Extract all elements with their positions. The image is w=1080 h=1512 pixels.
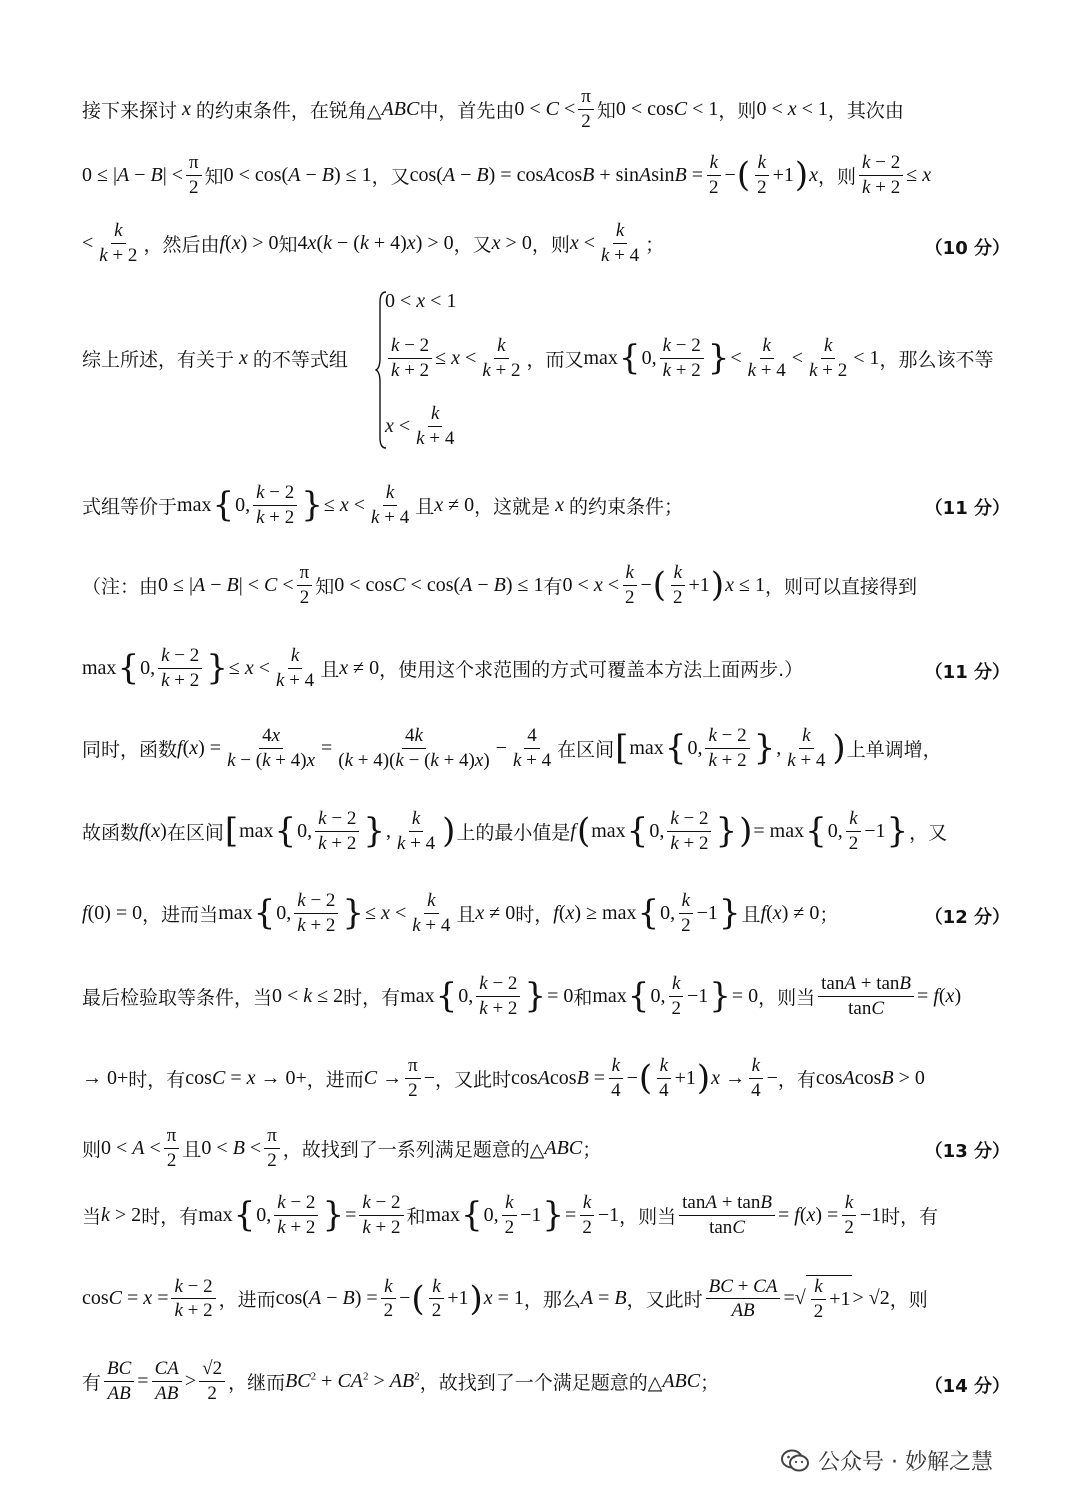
fraction: $\frac{BC}{AB}$ bbox=[104, 1358, 134, 1405]
text: 知 bbox=[596, 99, 616, 122]
text: 且 bbox=[320, 658, 340, 681]
fraction: $\frac{\tan A + \tan B}{\tan C}$ bbox=[818, 973, 914, 1020]
math: f(0) = 0 bbox=[82, 901, 143, 924]
text: ，而又 bbox=[526, 348, 584, 371]
math: f(x) > 0 bbox=[219, 231, 279, 254]
score-label: （10 分） bbox=[924, 238, 1010, 259]
text: ，又 bbox=[371, 165, 410, 188]
text: ，那么该不等 bbox=[879, 348, 994, 371]
fraction: $\frac{k - 2}{k + 2}$ bbox=[705, 725, 749, 772]
text: 接下来探讨 bbox=[82, 99, 178, 122]
math: 0 ≤ |A − B| < bbox=[82, 163, 183, 186]
text: ； bbox=[582, 1138, 602, 1161]
paragraph-line-6: （注：由 0 ≤ |A − B| < C < $\frac{\pi}{2}$ 知 0 < cosC < cos(A − B) ≤ 1 有 0 < x < $\frac{k}{2}$ − ( $\frac{k}{2}$ +1 ) x ≤ 1 ，则可以直接得到 bbox=[82, 562, 917, 608]
math: x bbox=[177, 97, 196, 120]
score-label: （11 分） bbox=[924, 498, 1010, 519]
math: ≤ x bbox=[906, 163, 932, 186]
text: 且 bbox=[182, 1138, 202, 1161]
math: 0 < x < 1 bbox=[385, 290, 457, 312]
math: +1 bbox=[772, 163, 794, 186]
text: 和 bbox=[573, 986, 593, 1009]
paragraph-line-3 bbox=[82, 220, 1010, 267]
math: max bbox=[82, 656, 117, 679]
fraction: $\frac{\pi}{2}$ bbox=[405, 1055, 421, 1102]
paragraph-line-11: 最后检验取等条件，当 0 < k ≤ 2 时，有 max { 0, $\frac{k - 2}{k + 2}$ } = 0 和 max { 0, $\frac{k}{2}$ −1 } = 0 ，则当 $\frac{\tan A + \tan B}{\tan C}$ = f(x) bbox=[82, 973, 962, 1019]
paragraph-line-8: 同时，函数 f(x) = $\frac{4x}{k - (k + 4)x}$ = $\frac{4k}{(k + 4)(k - (k + 4)x)}$ − $\frac{4}{k + 4}$ 在区间 [ max { 0, $\frac{k - 2}{k + 2}$ } , $\frac{k}{k + 4}$ ) 上单调增， bbox=[82, 725, 942, 771]
text: ，又此时 bbox=[626, 1289, 703, 1312]
text: 和 bbox=[406, 1205, 426, 1228]
math: x bbox=[234, 347, 253, 369]
text: ，这就是 bbox=[474, 495, 551, 518]
fraction: $\frac{k - 2}{k + 2}$ bbox=[359, 1192, 403, 1239]
text: ，进而当 bbox=[142, 903, 219, 926]
math: 0 < x < bbox=[562, 573, 619, 596]
text: 的约束条件，在锐角△ bbox=[195, 99, 382, 122]
fraction: $\frac{k}{4}$ bbox=[748, 1055, 764, 1102]
math: 0 < cos(A − B) ≤ 1 bbox=[223, 163, 372, 186]
paragraph-line-2: 0 ≤ |A − B| < $\frac{\pi}{2}$ 知 0 < cos(A − B) ≤ 1 ，又 cos(A − B) = cosAcosB + sinAsinB = $\frac{k}{2}$ − ( $\frac{k}{2}$ +1 ) x ，则 $\frac{k - 2}{k + 2}$ ≤ x bbox=[82, 152, 932, 198]
fraction: $\frac{\pi}{2}$ bbox=[297, 562, 313, 609]
score-label: （13 分） bbox=[924, 1141, 1010, 1162]
math: ABC bbox=[381, 97, 420, 120]
fraction: $\frac{4x}{k - (k + 4)x}$ bbox=[227, 725, 315, 771]
text: 故函数 bbox=[82, 821, 140, 844]
fraction: $\frac{4k}{(k + 4)(k - (k + 4)x)}$ bbox=[338, 725, 490, 771]
text: ； bbox=[700, 1371, 720, 1394]
fraction: $\frac{k}{2}$ bbox=[706, 152, 722, 199]
text: 综上所述，有关于 bbox=[82, 349, 235, 371]
fraction: $\frac{k}{k + 4}$ bbox=[787, 725, 826, 771]
text: 式组等价于 bbox=[82, 495, 178, 518]
fraction: $\frac{\pi}{2}$ bbox=[164, 1125, 180, 1172]
fraction: $\frac{k - 2}{k + 2}$ bbox=[171, 1276, 215, 1323]
paragraph-line-13: 则 0 < A < $\frac{\pi}{2}$ 且 0 < B < $\frac{\pi}{2}$ ，故找到了一系列满足题意的△ ABC ； bbox=[82, 1125, 602, 1171]
text: 当 bbox=[82, 1205, 102, 1228]
math: cos(A − B) = cosAcosB + sinAsinB = bbox=[409, 163, 704, 186]
text: 且 bbox=[415, 495, 435, 518]
fraction: $\frac{k}{2}$ bbox=[579, 1192, 595, 1239]
text: 时，有 bbox=[141, 1205, 199, 1228]
paragraph-line-4 bbox=[82, 345, 348, 372]
fraction: $\frac{k - 2}{k + 2}$ bbox=[476, 973, 520, 1020]
math: f(x) bbox=[139, 819, 167, 842]
paragraph-line-1 bbox=[82, 86, 1010, 133]
text: 上的最小值是 bbox=[456, 821, 571, 844]
fraction: $\frac{k}{2}$ bbox=[754, 152, 770, 199]
score-label: （14 分） bbox=[924, 1376, 1010, 1397]
text: ，故找到了一系列满足题意的△ bbox=[282, 1138, 545, 1161]
fraction: $\frac{k - 2}{k + 2}$ bbox=[859, 152, 903, 199]
text: ，继而 bbox=[228, 1371, 286, 1394]
text: ，则 bbox=[889, 1289, 928, 1312]
text: 时，有 bbox=[881, 1205, 939, 1228]
fraction: $\frac{BC + CA}{AB}$ bbox=[706, 1276, 781, 1323]
text: 且 bbox=[456, 903, 476, 926]
score-label: （11 分） bbox=[924, 662, 1010, 683]
math: 4x(k − (k + 4)x) > 0 bbox=[297, 231, 454, 254]
math: x bbox=[809, 163, 819, 186]
paragraph-line-5: 式组等价于 max { 0, $\frac{k - 2}{k + 2}$ } ≤ x < $\frac{k}{k + 4}$ 且 x ≠ 0 ，这就是 x 的约束条件； bbox=[82, 482, 684, 528]
text: ，进而 bbox=[218, 1289, 276, 1312]
math: x < $\frac{k}{k + 4}$ bbox=[385, 403, 455, 450]
fraction: $\frac{k}{2}$ bbox=[429, 1276, 445, 1323]
text: 时， bbox=[515, 903, 554, 926]
text: 最后检验取等条件，当 bbox=[82, 986, 273, 1009]
math: f(x) = bbox=[177, 736, 222, 759]
math: max bbox=[177, 493, 212, 516]
text: ，又此时 bbox=[435, 1068, 512, 1091]
fraction: $\frac{\pi}{2}$ bbox=[578, 86, 594, 133]
text: 知 bbox=[315, 575, 335, 598]
fraction: $\frac{k}{2}$ bbox=[381, 1276, 397, 1323]
math: − bbox=[724, 163, 736, 186]
text: ； bbox=[645, 233, 665, 256]
fraction: $\frac{\pi}{2}$ bbox=[186, 152, 202, 199]
paragraph-line-10: f(0) = 0 ，进而当 max { 0, $\frac{k - 2}{k + 2}$ } ≤ x < $\frac{k}{k + 4}$ 且 x ≠ 0 时， f(x) ≥ max { 0, $\frac{k}{2}$ −1 } 且 f(x) ≠ 0 ； bbox=[82, 890, 839, 936]
text: ，使用这个求范围的方式可覆盖本方法上面两步.） bbox=[379, 658, 804, 681]
math: ≤ x < bbox=[228, 656, 271, 679]
paragraph-line-15: cosC = x = $\frac{k - 2}{k + 2}$ ，进而 cos(A − B) = $\frac{k}{2}$ − ( $\frac{k}{2}$ +1 ) x = 1 ，那么 A = B ，又此时 $\frac{BC + CA}{AB}$ = √ $\frac{k}{2}$ +1 > √2 ，则 bbox=[82, 1275, 928, 1322]
fraction: $\frac{k}{k + 4}$ bbox=[396, 808, 436, 854]
text: ，则当 bbox=[619, 1205, 677, 1228]
fraction: $\frac{k}{k + 4}$ bbox=[412, 890, 451, 936]
fraction: $\frac{k - 2}{k + 2}$ bbox=[274, 1192, 318, 1239]
text: ，其次由 bbox=[827, 99, 904, 122]
fraction: $\frac{k}{2}$ bbox=[846, 808, 862, 855]
fraction: $\frac{k}{2}$ bbox=[841, 1192, 857, 1239]
text: 有 bbox=[82, 1371, 102, 1394]
text: ，则 bbox=[718, 99, 757, 122]
fraction: $\frac{√2}{2}$ bbox=[199, 1358, 225, 1405]
math: x < bbox=[569, 231, 596, 254]
math: ≤ x < bbox=[323, 493, 366, 516]
text: ，则 bbox=[531, 233, 570, 256]
fraction: $\frac{k}{2}$ bbox=[622, 562, 638, 609]
text: ，则当 bbox=[758, 986, 816, 1009]
math: x ≠ 0 bbox=[339, 656, 380, 679]
fraction: $\frac{k}{k + 4}$ bbox=[371, 482, 410, 528]
paragraph-line-12: → 0+ 时，有 cosC = x → 0+ ，进而 C → $\frac{\pi}{2}$ − ，又此时 cosAcosB = $\frac{k}{4}$ − ( $\frac{k}{4}$ +1 ) x → $\frac{k}{4}$ − ，有 cosAcosB > 0 bbox=[82, 1055, 925, 1101]
fraction: $\frac{CA}{AB}$ bbox=[152, 1358, 182, 1405]
math: < bbox=[82, 231, 94, 254]
text: 时，有 bbox=[343, 986, 401, 1009]
fraction: $\frac{k}{k + 4}$ bbox=[276, 645, 315, 691]
text: ，则可以直接得到 bbox=[764, 575, 917, 598]
paragraph-line-14: 当 k > 2 时，有 max { 0, $\frac{k - 2}{k + 2}$ } = $\frac{k - 2}{k + 2}$ 和 max { 0, $\frac{k}{2}$ −1 } = $\frac{k}{2}$ −1 ，则当 $\frac{\tan A + \tan B}{\tan C}$ = f(x) = $\frac{k}{2}$ −1 时，有 bbox=[82, 1192, 939, 1238]
fraction: $\frac{\tan A + \tan B}{\tan C}$ bbox=[679, 1192, 775, 1239]
math: 0 ≤ |A − B| < C < bbox=[158, 573, 294, 596]
fraction: $\frac{k}{2}$ bbox=[502, 1192, 518, 1239]
fraction: $\frac{k - 2}{k + 2}$ bbox=[294, 890, 338, 937]
math: 0 < cosC < cos(A − B) ≤ 1 bbox=[334, 573, 544, 596]
inequality-system bbox=[385, 290, 994, 450]
fraction: $\frac{k}{2}$ bbox=[668, 973, 684, 1020]
fraction: $\frac{k}{2}$ bbox=[670, 562, 686, 609]
fraction: $\frac{k}{2}$ bbox=[678, 890, 694, 937]
math: $\frac{k - 2}{k + 2}$ ≤ x < $\frac{k}{k + 2}$ ，而又 max { 0, $\frac{k - 2}{k + 2}$ } < $\frac{k}{k + 4}$ < $\frac{k}{k + 2}$ < 1 ，那么该不等 bbox=[385, 335, 994, 382]
fraction: $\frac{k}{4}$ bbox=[608, 1055, 624, 1102]
text: ，故找到了一个满足题意的△ bbox=[419, 1371, 663, 1394]
text: ，然后由 bbox=[143, 233, 220, 256]
text: 的不等式组 bbox=[252, 349, 348, 371]
fraction: $\frac{\pi}{2}$ bbox=[264, 1125, 280, 1172]
fraction: $\frac{k - 2}{k + 2}$ bbox=[315, 808, 359, 855]
fraction: $\frac{k}{4}$ bbox=[656, 1055, 672, 1102]
fraction: $\frac{4}{k + 4}$ bbox=[512, 725, 552, 771]
text: 在区间 bbox=[166, 821, 224, 844]
wechat-icon bbox=[780, 1448, 810, 1474]
text: ，有 bbox=[777, 1068, 816, 1091]
math: x bbox=[550, 493, 569, 516]
account-name: 公众号 · 妙解之慧 bbox=[818, 1450, 993, 1475]
text: 上单调增， bbox=[846, 738, 942, 761]
paragraph-line-7: max { 0, $\frac{k - 2}{k + 2}$ } ≤ x < $\frac{k}{k + 4}$ 且 x ≠ 0 ，使用这个求范围的方式可覆盖本方法上面两步.） bbox=[82, 645, 804, 691]
sqrt: √ $\frac{k}{2}$ +1 bbox=[794, 1276, 851, 1322]
fraction: $\frac{k - 2}{k + 2}$ bbox=[253, 482, 297, 529]
text: ，则 bbox=[818, 165, 857, 188]
math: 0 < x < 1 bbox=[756, 97, 828, 120]
fraction: $\frac{k}{k + 4}$ bbox=[601, 220, 640, 266]
math: 0 < cosC < 1 bbox=[615, 97, 719, 120]
text: （注：由 bbox=[82, 575, 159, 598]
text: 则 bbox=[82, 1138, 102, 1161]
text: ，进而 bbox=[306, 1068, 364, 1091]
text: 知 bbox=[278, 233, 298, 256]
score-label: （12 分） bbox=[924, 907, 1010, 928]
text: ，又 bbox=[453, 233, 492, 256]
text: 中，首先由 bbox=[419, 99, 515, 122]
account-watermark bbox=[780, 1445, 993, 1476]
fraction: $\frac{k - 2}{k + 2}$ bbox=[158, 645, 202, 692]
text: ； bbox=[819, 903, 839, 926]
text: 有 bbox=[543, 575, 563, 598]
fraction: $\frac{k}{k + 2}$ bbox=[99, 220, 138, 266]
paragraph-line-16: 有 $\frac{BC}{AB}$ = $\frac{CA}{AB}$ > $\frac{√2}{2}$ ，继而 $BC^2 + CA^2 > AB^2$ ，故找到了一个满足题意的△ ABC ； bbox=[82, 1358, 720, 1404]
text: 且 bbox=[741, 903, 761, 926]
text: 的约束条件； bbox=[569, 495, 684, 518]
fraction: $\frac{k - 2}{k + 2}$ bbox=[667, 808, 711, 855]
text: ，又 bbox=[909, 821, 948, 844]
math: 0 < C < bbox=[514, 97, 576, 120]
text: 知 bbox=[204, 165, 224, 188]
text: 时，有 bbox=[128, 1068, 186, 1091]
text: 在区间 bbox=[557, 738, 615, 761]
paragraph-line-9: 故函数 f(x) 在区间 [ max { 0, $\frac{k - 2}{k + 2}$ } , $\frac{k}{k + 4}$ ) 上的最小值是 f ( max { 0, $\frac{k - 2}{k + 2}$ } ) = max { 0, $\frac{k}{2}$ −1 } ，又 bbox=[82, 808, 948, 854]
math: x ≠ 0 bbox=[434, 493, 475, 516]
math: x > 0 bbox=[491, 231, 532, 254]
text: 同时，函数 bbox=[82, 738, 178, 761]
text: ，那么 bbox=[523, 1289, 581, 1312]
